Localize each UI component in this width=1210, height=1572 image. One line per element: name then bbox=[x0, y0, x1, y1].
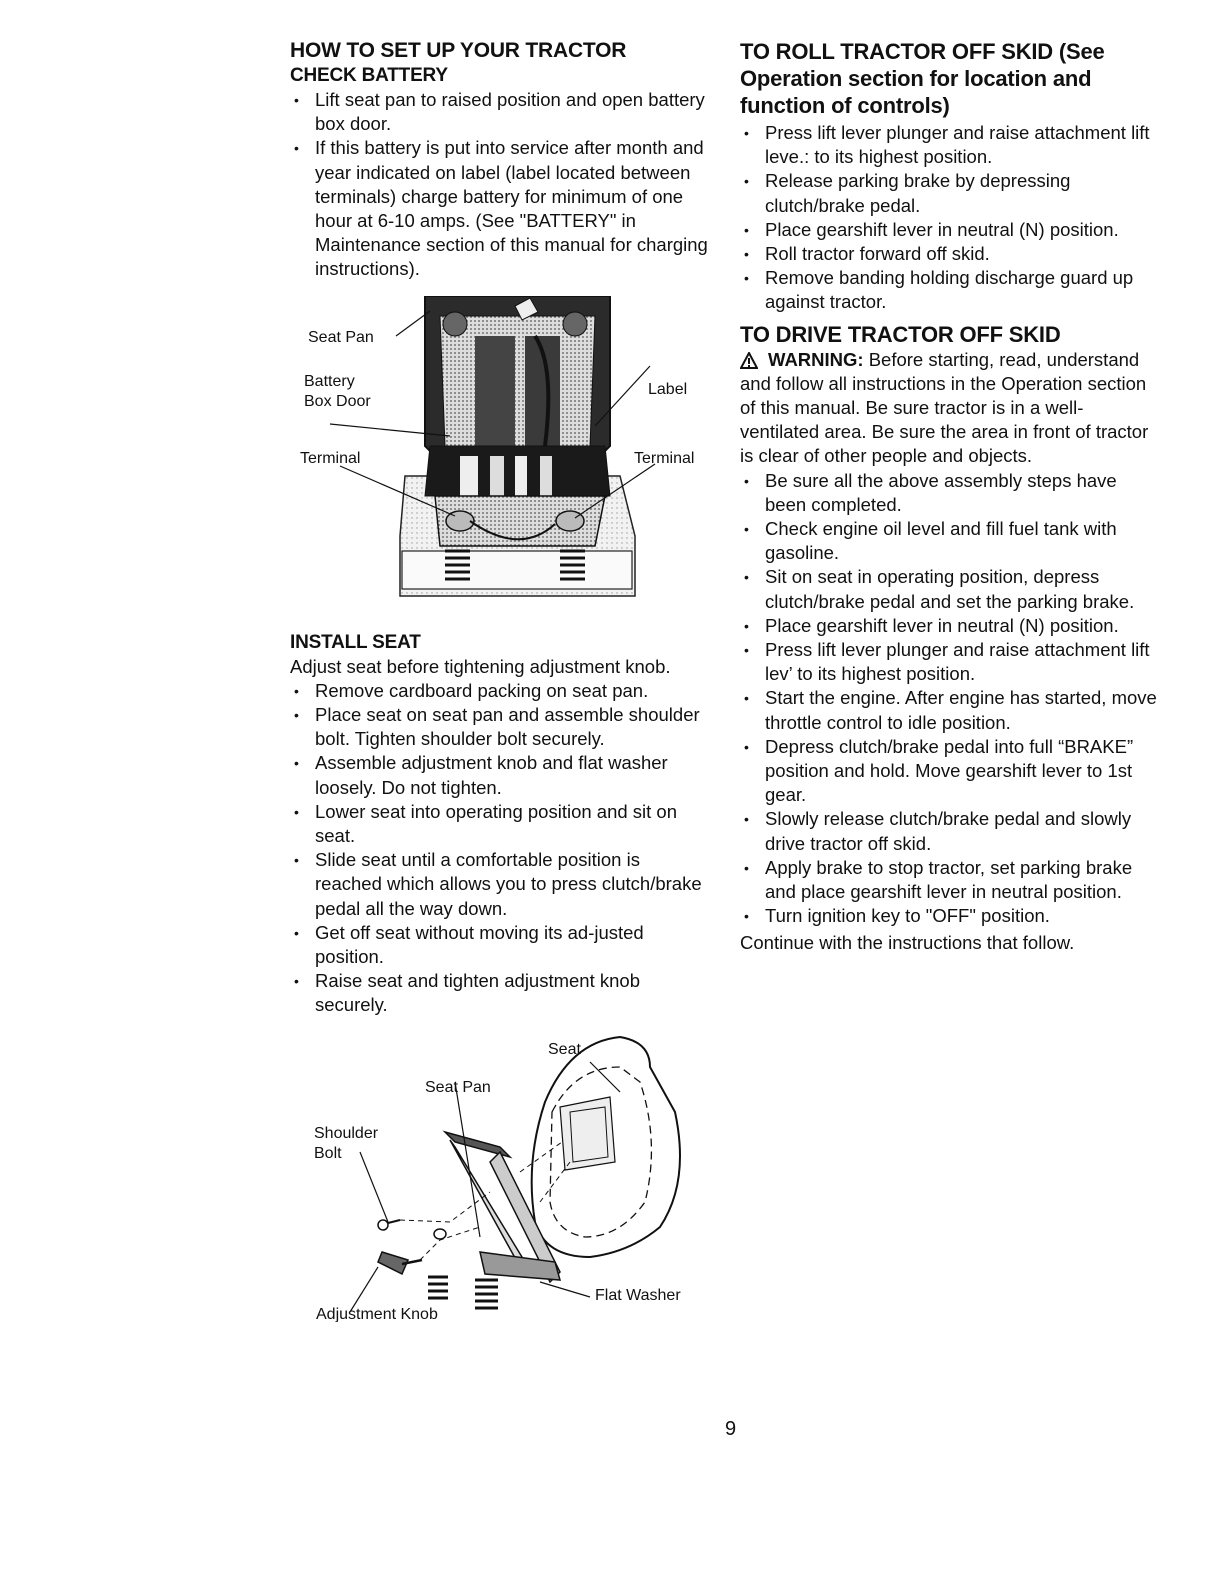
list-item: • Place seat on seat pan and assemble shoulder bolt. Tighten shoulder bolt securely. bbox=[290, 703, 710, 751]
terminal-right-label: Terminal bbox=[634, 449, 695, 467]
seat-pan-label: Seat Pan bbox=[308, 328, 374, 346]
adjustment-knob-label: Adjustment Knob bbox=[316, 1305, 438, 1322]
shoulder-bolt-label-line2: Bolt bbox=[314, 1144, 342, 1162]
shoulder-bolt-shape bbox=[378, 1220, 388, 1230]
list-item: • Remove banding holding discharge guard up against tractor. bbox=[740, 266, 1160, 314]
check-battery-heading: CHECK BATTERY bbox=[290, 65, 448, 86]
list-item: • Be sure all the above assembly steps have been completed. bbox=[740, 469, 1160, 517]
list-item: • Assemble adjustment knob and flat washer loosely. Do not tighten. bbox=[290, 751, 710, 799]
list-item: • Lower seat into operating position and sit on seat. bbox=[290, 800, 710, 848]
left-column bbox=[290, 38, 710, 1322]
battery-box-figure bbox=[290, 296, 710, 621]
list-item: • Sit on seat in operating position, depress clutch/brake pedal and set the parking brake. bbox=[740, 565, 1160, 613]
list-item: • Start the engine. After engine has started, move throttle control to idle position. bbox=[740, 686, 1160, 734]
continue-text: Continue with the instructions that follow. bbox=[740, 931, 1075, 953]
list-item: • Raise seat and tighten adjustment knob securely. bbox=[290, 969, 710, 1017]
warning-paragraph bbox=[740, 348, 1160, 469]
check-battery-list bbox=[290, 88, 710, 282]
flat-washer-label: Flat Washer bbox=[595, 1286, 681, 1304]
list-item: • Slide seat until a comfortable position is reached which allows you to press clutch/brake pedal all the way down. bbox=[290, 848, 710, 921]
list-item: • Slowly release clutch/brake pedal and slowly drive tractor off skid. bbox=[740, 807, 1160, 855]
page-title: HOW TO SET UP YOUR TRACTOR bbox=[290, 39, 627, 62]
page-number: 9 bbox=[725, 1418, 737, 1440]
list-item: • Depress clutch/brake pedal into full “BRAKE” position and hold. Move gearshift lever to 1st gear. bbox=[740, 735, 1160, 808]
shoulder-bolt-label-line1: Shoulder bbox=[314, 1124, 379, 1142]
list-item: • Place gearshift lever in neutral (N) position. bbox=[740, 614, 1160, 638]
right-column bbox=[740, 38, 1160, 955]
list-item: • Turn ignition key to "OFF" position. bbox=[740, 904, 1160, 928]
list-item: • Release parking brake by depressing clutch/brake pedal. bbox=[740, 169, 1160, 217]
list-item: • Press lift lever plunger and raise attachment lift lev’ to its highest position. bbox=[740, 638, 1160, 686]
install-seat-intro: Adjust seat before tightening adjustment knob. bbox=[290, 655, 671, 677]
list-item: • Roll tractor forward off skid. bbox=[740, 242, 1160, 266]
list-item: • Lift seat pan to raised position and open battery box door. bbox=[290, 88, 710, 136]
list-item: • If this battery is put into service after month and year indicated on label (label located between terminals) charge battery for minimum of one hour at 6-10 amps. (See "BATTERY" in Maintenance section of this manual for charging instructions). bbox=[290, 136, 710, 281]
terminal-right-shape bbox=[556, 511, 584, 531]
seat-pan-label: Seat Pan bbox=[425, 1078, 491, 1096]
install-seat-heading: INSTALL SEAT bbox=[290, 631, 421, 653]
label-label: Label bbox=[648, 380, 688, 398]
drive-off-heading: TO DRIVE TRACTOR OFF SKID bbox=[740, 321, 1061, 347]
roll-off-list bbox=[740, 121, 1160, 315]
install-seat-list bbox=[290, 679, 710, 1018]
warning-text: Before starting, read, understand and follow all instructions in the Operation section of this manual. Be sure tractor is in a well-ventilated area. Be sure the area in front of tractor is clear of other people and objects. bbox=[740, 348, 1149, 467]
seat-label: Seat bbox=[548, 1040, 581, 1058]
flat-washer-shape bbox=[434, 1229, 446, 1239]
roll-off-heading-line1: TO ROLL TRACTOR OFF SKID (See bbox=[740, 39, 1105, 64]
battery-box-label-line1: Battery bbox=[304, 372, 355, 390]
list-item: • Check engine oil level and fill fuel tank with gasoline. bbox=[740, 517, 1160, 565]
roll-off-heading-line2: Operation section for location and bbox=[740, 66, 1092, 91]
seat-assembly-figure bbox=[290, 1012, 710, 1322]
roll-off-heading-line3: function of controls) bbox=[740, 93, 950, 118]
drive-off-list bbox=[740, 469, 1160, 929]
warning-label: WARNING: bbox=[768, 348, 864, 370]
warning-icon bbox=[740, 352, 758, 369]
terminal-left-label: Terminal bbox=[300, 449, 361, 467]
battery-box-label-line2: Box Door bbox=[304, 392, 371, 410]
list-item: • Apply brake to stop tractor, set parking brake and place gearshift lever in neutral position. bbox=[740, 856, 1160, 904]
list-item: • Get off seat without moving its ad-justed position. bbox=[290, 921, 710, 969]
list-item: • Press lift lever plunger and raise attachment lift leve.: to its highest position. bbox=[740, 121, 1160, 169]
list-item: • Remove cardboard packing on seat pan. bbox=[290, 679, 710, 703]
list-item: • Place gearshift lever in neutral (N) position. bbox=[740, 218, 1160, 242]
